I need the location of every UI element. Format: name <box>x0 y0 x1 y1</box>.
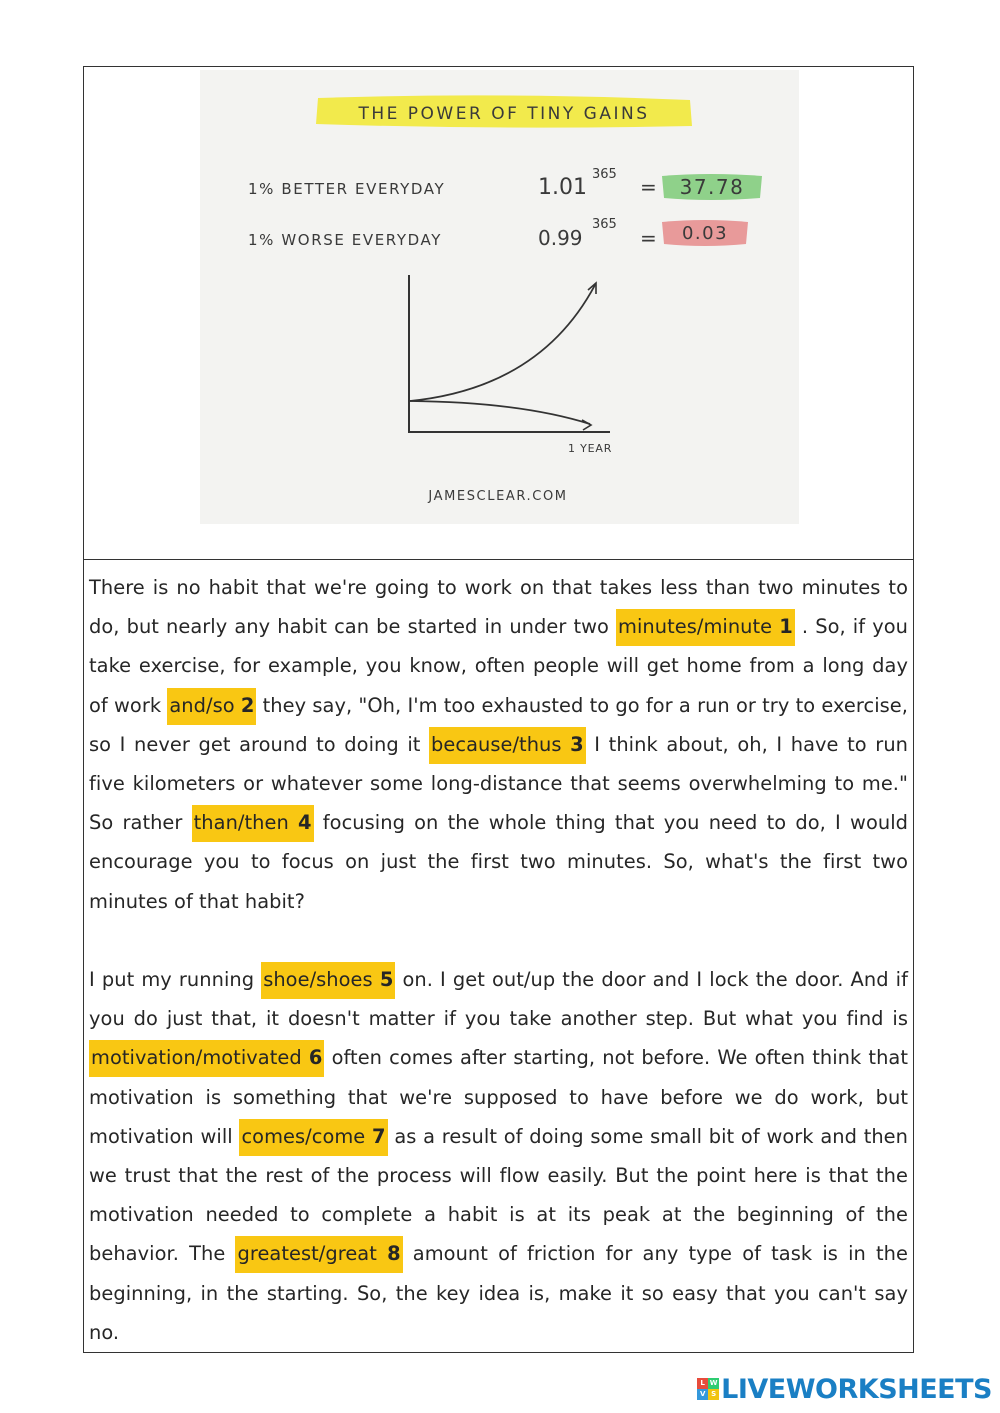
better-exponent: 365 <box>592 167 617 182</box>
passage-paragraph-2 <box>89 960 908 1352</box>
passage-text: amount of friction for any type of task is in the beginning, in the starting. So, the key idea is, make it so easy that you can't say no. <box>89 1242 908 1344</box>
blank-options: greatest/great <box>237 1242 377 1266</box>
logo-badge-icon <box>697 1378 719 1400</box>
sketch-drawing <box>200 70 799 524</box>
blank-number: 1 <box>779 615 793 639</box>
blank-options: motivation/motivated <box>91 1046 302 1070</box>
logo-badge-letter: L <box>697 1378 708 1389</box>
blank-number: 6 <box>308 1046 323 1070</box>
logo-badge-letter: W <box>709 1379 718 1387</box>
better-base: 1.01 <box>538 175 587 200</box>
sketch-credit: JAMESCLEAR.COM <box>428 489 568 504</box>
better-label: 1% BETTER EVERYDAY <box>248 180 446 198</box>
worse-equals: = <box>640 226 657 250</box>
passage-text: often comes after starting, not before. We often think that motivation is something that we're supposed to have before we do work, but motivation will <box>89 1046 909 1148</box>
answer-blank-1[interactable] <box>616 609 795 646</box>
answer-blank-8[interactable] <box>235 1236 402 1273</box>
blank-options: because/thus <box>431 732 562 756</box>
decline-curve <box>410 401 590 424</box>
image-cell <box>84 67 913 560</box>
blank-number: 8 <box>387 1242 401 1266</box>
passage-text: focusing on the whole thing that you need to do, I would encourage you to focus on just the first two minutes. So, what's the first two minutes of that habit? <box>89 811 908 913</box>
worse-label: 1% WORSE EVERYDAY <box>248 231 442 249</box>
answer-blank-4[interactable] <box>192 805 314 842</box>
passage-text: . So, if you take exercise, for example, you know, often people will get home from a long day of work <box>89 615 908 717</box>
logo-badge-letter: S <box>708 1389 719 1400</box>
growth-curve <box>410 285 595 401</box>
better-result: 37.78 <box>679 175 745 199</box>
worse-exponent: 365 <box>592 217 617 232</box>
answer-blank-2[interactable] <box>167 688 256 725</box>
answer-blank-3[interactable] <box>429 727 586 764</box>
better-equals: = <box>640 175 657 199</box>
passage-paragraph-1 <box>89 568 908 921</box>
liveworksheets-logo <box>697 1371 992 1407</box>
blank-options: than/then <box>193 811 289 835</box>
passage-text: on. I get out/up the door and I lock the door. And if you do just that, it doesn't matter if you take another step. But what you find is <box>89 968 908 1031</box>
blank-number: 5 <box>379 968 394 992</box>
logo-text: LIVEWORKSHEETS <box>721 1373 992 1405</box>
blank-number: 4 <box>298 811 312 835</box>
blank-options: shoe/shoes <box>263 968 373 992</box>
blank-number: 2 <box>240 693 255 717</box>
answer-blank-6[interactable] <box>89 1040 324 1077</box>
growth-arrowhead <box>588 283 596 294</box>
blank-number: 7 <box>372 1124 386 1148</box>
blank-options: and/so <box>169 693 235 717</box>
blank-options: comes/come <box>241 1124 366 1148</box>
passage-text: they say, "Oh, I'm too exhausted to go for a run or try to exercise, so I never get around to doing it <box>89 693 908 756</box>
worksheet-table <box>83 66 914 1353</box>
passage-text: as a result of doing some small bit of work and then we trust that the rest of the process will flow easily. But the point here is that the motivation needed to complete a habit is at its peak at the beginning of the behavior. The <box>89 1124 909 1266</box>
graph-axes <box>409 275 610 432</box>
sketch-title: THE POWER OF TINY GAINS <box>358 104 650 124</box>
logo-badge-letter: V <box>697 1389 708 1400</box>
passage-text: I put my running <box>89 968 262 992</box>
blank-options: minutes/minute <box>618 615 773 639</box>
passage-text: I think about, oh, I have to run five kilometers or whatever some long-distance that seems overwhelming to me." So rather <box>89 732 909 835</box>
decline-arrowhead <box>582 420 591 430</box>
year-axis-label: 1 YEAR <box>568 442 613 455</box>
worse-base: 0.99 <box>538 226 583 250</box>
answer-blank-5[interactable] <box>261 962 395 999</box>
answer-blank-7[interactable] <box>239 1119 387 1156</box>
tiny-gains-sketch <box>200 70 799 524</box>
passage-cell <box>84 560 913 1354</box>
passage-text: There is no habit that we're going to work on that takes less than two minutes to do, but nearly any habit can be started in under two <box>89 576 908 639</box>
worse-result: 0.03 <box>681 223 729 244</box>
blank-number: 3 <box>570 732 584 756</box>
